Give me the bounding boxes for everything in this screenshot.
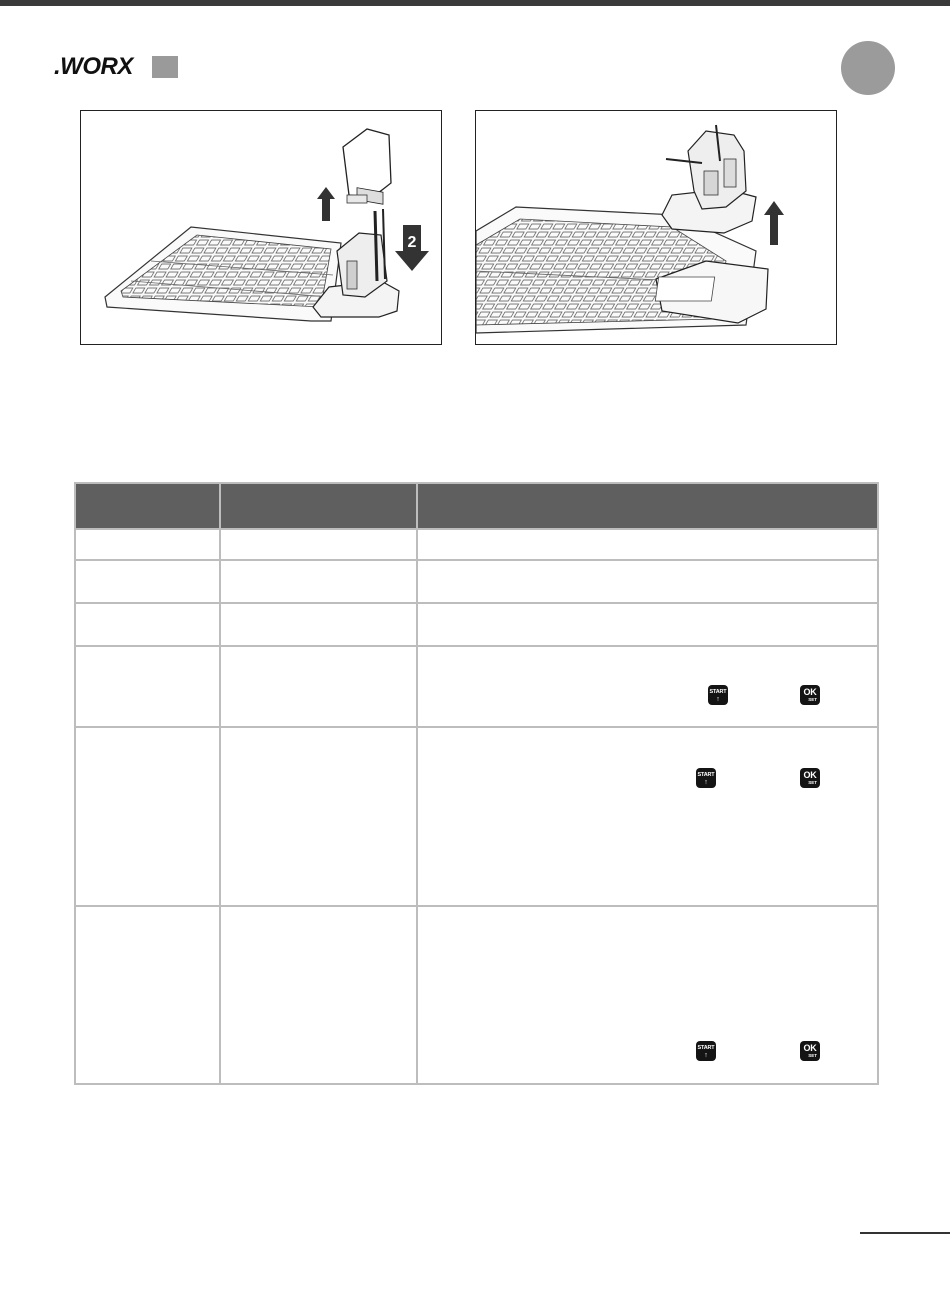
start-key-icon: START ↑ <box>696 1041 716 1061</box>
language-marker <box>841 41 895 95</box>
start-key-icon: START ↑ <box>696 768 716 788</box>
ok-key-icon: OK SET <box>800 1041 820 1061</box>
header-cell <box>220 483 417 529</box>
footer-rule <box>860 1232 950 1234</box>
table-cell <box>417 529 878 560</box>
table-header-row <box>75 483 878 529</box>
illustration-charging-base-cover <box>81 111 441 344</box>
table-cell <box>75 646 220 727</box>
table-row <box>75 529 878 560</box>
start-key-icon: START ↑ <box>708 685 728 705</box>
table-cell <box>75 560 220 603</box>
table-cell <box>75 603 220 646</box>
table-cell <box>220 603 417 646</box>
table-cell <box>220 529 417 560</box>
troubleshooting-table <box>74 482 879 1085</box>
table-cell <box>220 906 417 1084</box>
ok-key-icon: OK SET <box>800 685 820 705</box>
illustration-lift-station <box>476 111 836 344</box>
table-cell <box>220 560 417 603</box>
table-row <box>75 603 878 646</box>
header-cell <box>75 483 220 529</box>
logo-text: .WORX <box>54 53 133 80</box>
top-rule <box>0 0 950 6</box>
table-cell <box>417 727 878 906</box>
ok-key-icon: OK SET <box>800 768 820 788</box>
brand-logo <box>54 53 178 80</box>
table-cell <box>220 727 417 906</box>
table-row <box>75 560 878 603</box>
table-row <box>75 906 878 1084</box>
table-cell <box>417 603 878 646</box>
table-cell <box>417 560 878 603</box>
table-cell <box>417 646 878 727</box>
step-label: 2 <box>407 234 417 251</box>
table-row <box>75 646 878 727</box>
figure-lift-station <box>475 110 837 345</box>
table-cell <box>75 529 220 560</box>
table-cell <box>75 727 220 906</box>
logo-bar <box>152 56 178 78</box>
table-cell <box>417 906 878 1084</box>
header-cell <box>417 483 878 529</box>
table-cell <box>220 646 417 727</box>
figure-remove-cover <box>80 110 442 345</box>
table-cell <box>75 906 220 1084</box>
table-row <box>75 727 878 906</box>
